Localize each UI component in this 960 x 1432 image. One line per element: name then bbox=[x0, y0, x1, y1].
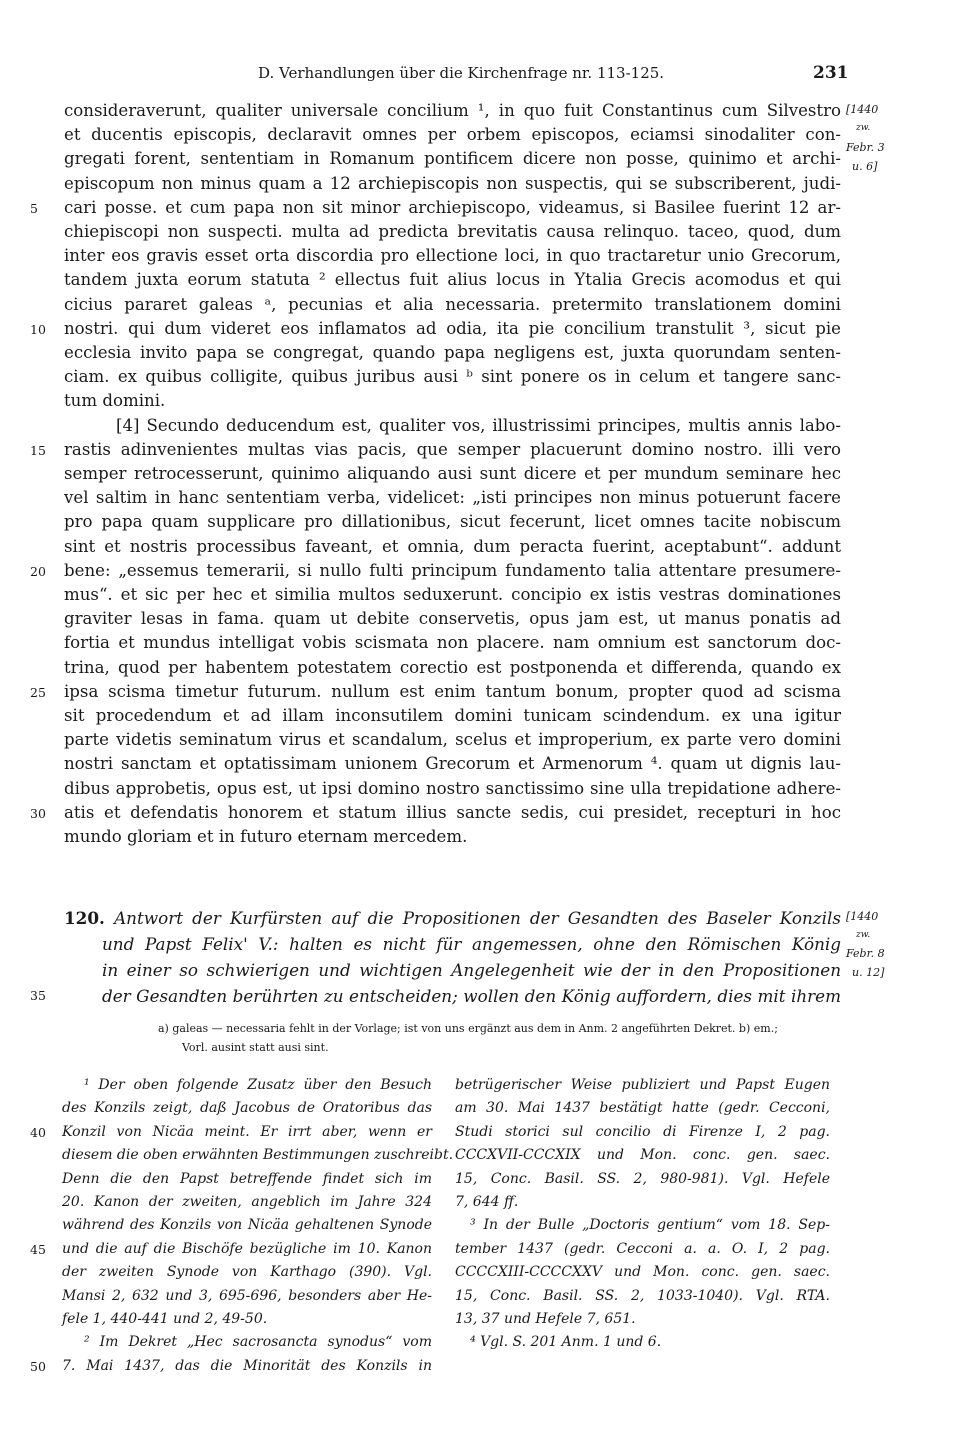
margin-date-line: zw. bbox=[856, 930, 871, 940]
body-line: nostri sanctam et optatissimam unionem Grecorum et Armenorum ⁴. quam ut dignis lau- bbox=[64, 754, 841, 774]
body-line: nostri. qui dum videret eos inflamatos ad odia, ita pie concilium transtulit ³, sicut pie bbox=[64, 318, 841, 338]
footnote-line: ³ In der Bulle „Doctoris gentium“ vom 18. Sep- bbox=[470, 1217, 830, 1234]
footnote-line: 7. Mai 1437, das die Minorität des Konzils in bbox=[62, 1357, 432, 1374]
apparatus-line: a) galeas — necessaria fehlt in der Vorlage; ist von uns ergänzt aus dem in Anm. 2 angeführten Dekret. b) em.; bbox=[158, 1022, 778, 1035]
body-line: chiepiscopi non suspecti. multa ad predicta brevitatis causa relinquo. taceo, quod, dum bbox=[64, 222, 841, 241]
body-line: et ducentis episcopis, declaravit omnes per orbem episcopos, eciamsi sinodaliter con- bbox=[64, 125, 841, 145]
footnote-line: betrügerischer Weise publiziert und Papst Eugen bbox=[455, 1077, 830, 1093]
footnote-line: CCCCXIII-CCCCXXV und Mon. conc. gen. saec. bbox=[455, 1264, 830, 1281]
margin-date-line: u. 12] bbox=[852, 966, 885, 979]
body-line: tum domini. bbox=[64, 391, 166, 411]
footnote-line: Studi storici sul concilio di Firenze I, 2 pag. bbox=[455, 1123, 830, 1140]
footnote-line: und die auf die Bischöfe bezügliche im 10. Kanon bbox=[62, 1240, 432, 1257]
margin-date-line: Febr. 3 bbox=[846, 141, 885, 154]
body-line: ciam. ex quibus colligite, quibus juribus ausi ᵇ sint ponere os in celum et tangere sanc- bbox=[64, 367, 841, 387]
line-number: 10 bbox=[30, 321, 46, 337]
body-line: ipsa scisma timetur futurum. nullum est enim tantum bonum, propter quod ad scisma bbox=[64, 681, 841, 701]
footnote-line: Denn die den Papst betreffende findet sich im bbox=[62, 1170, 432, 1187]
body-line: cicius pararet galeas ᵃ, pecunias et alia necessaria. pretermito translationem domini bbox=[64, 294, 841, 314]
body-line: bene: „essemus temerarii, si nullo fulti principum fundamento talia attentare presumere- bbox=[64, 560, 841, 580]
body-line: pro papa quam supplicare pro dillationibus, sicut fecerunt, licet omnes tacite nobiscum bbox=[64, 512, 841, 532]
body-line: cari posse. et cum papa non sit minor archiepiscopo, videamus, si Basilee fuerint 12 ar- bbox=[64, 197, 841, 217]
footnote-line: ⁴ Vgl. S. 201 Anm. 1 und 6. bbox=[470, 1334, 662, 1351]
line-number: 20 bbox=[30, 563, 46, 579]
footnote-line: fele 1, 440-441 und 2, 49-50. bbox=[62, 1311, 268, 1327]
line-number: 15 bbox=[30, 442, 46, 458]
body-line: rastis adinvenientes multas vias pacis, que semper placuerunt domino nostro. illi vero bbox=[64, 439, 841, 459]
footnote-line: 7, 644 ff. bbox=[455, 1194, 519, 1210]
footnote-line: des Konzils zeigt, daß Jacobus de Oratoribus das bbox=[62, 1100, 432, 1117]
footnote-line: diesem die oben erwähnten Bestimmungen zuschreibt. bbox=[62, 1147, 454, 1164]
line-number: 25 bbox=[30, 684, 46, 700]
running-title: D. Verhandlungen über die Kirchenfrage nr. 113-125. bbox=[258, 64, 665, 82]
margin-date-line: Febr. 8 bbox=[846, 947, 885, 960]
body-line: parte videtis seminatum virus et scandalum, scelus et improperium, ex parte vero domini bbox=[64, 730, 841, 750]
footnote-line: ¹ Der oben folgende Zusatz über den Besuch bbox=[84, 1077, 432, 1093]
margin-date-line: zw. bbox=[856, 123, 871, 133]
line-number: 50 bbox=[30, 1358, 46, 1374]
body-line: sit procedendum et ad illam inconsutilem domini tunicam scindendum. ex una igitur bbox=[64, 706, 841, 725]
document-heading-line: und Papst Felix' V.: halten es nicht für angemessen, ohne den Römischen König bbox=[102, 934, 841, 954]
line-number: 40 bbox=[30, 1124, 46, 1140]
line-number: 30 bbox=[30, 805, 46, 821]
footnote-line: CCCXVII-CCCXIX und Mon. conc. gen. saec. bbox=[455, 1147, 830, 1164]
footnote-line: Konzil von Nicäa meint. Er irrt aber, wenn er bbox=[62, 1123, 432, 1140]
footnote-line: während des Konzils von Nicäa gehaltenen Synode bbox=[62, 1217, 432, 1234]
page-number: 231 bbox=[813, 63, 849, 83]
line-number: 35 bbox=[30, 988, 46, 1003]
body-line: atis et defendatis honorem et statum illius sancte sedis, cui presidet, recepturi in hoc bbox=[64, 802, 841, 822]
document-heading-line bbox=[64, 906, 841, 931]
margin-date-line: [1440 bbox=[846, 910, 879, 923]
body-line: dibus approbetis, opus est, ut ipsi domino nostro sanctissimo sine ulla trepidatione adhere- bbox=[64, 778, 841, 798]
document-heading-line: in einer so schwierigen und wichtigen Angelegenheit wie der in den Propositionen bbox=[102, 960, 841, 980]
footnote-line: der zweiten Synode von Karthago (390). Vgl. bbox=[62, 1264, 432, 1281]
document-heading-text: Antwort der Kurfürsten auf die Propositionen der Gesandten des Baseler Konzils bbox=[114, 908, 841, 928]
body-line: episcopum non minus quam a 12 archiepiscopis non suspectis, qui se subscriberent, judi- bbox=[64, 173, 841, 193]
footnote-line: 15, Conc. Basil. SS. 2, 980-981). Vgl. Hefele bbox=[455, 1170, 830, 1187]
body-line: graviter lesas in fama. quam ut debite conservetis, opus jam est, ut manus ponatis ad bbox=[64, 609, 841, 629]
margin-date-line: [1440 bbox=[846, 103, 879, 116]
document-heading-line: der Gesandten berührten zu entscheiden; wollen den König auffordern, dies mit ihrem bbox=[102, 986, 841, 1006]
footnote-line: 13, 37 und Hefele 7, 651. bbox=[455, 1311, 636, 1327]
line-number: 45 bbox=[30, 1241, 46, 1257]
line-number: 5 bbox=[30, 200, 38, 216]
body-line: [4] Secundo deducendum est, qualiter vos, illustrissimi principes, multis annis labo- bbox=[116, 415, 841, 435]
body-line: inter eos gravis esset orta discordia pro ellectione loci, in quo tractaretur unio Grecorum, bbox=[64, 246, 841, 266]
footnote-line: Mansi 2, 632 und 3, 695-696, besonders aber He- bbox=[62, 1287, 432, 1304]
footnote-line: tember 1437 (gedr. Cecconi a. a. O. I, 2 pag. bbox=[455, 1240, 830, 1257]
body-line: mundo gloriam et in futuro eternam mercedem. bbox=[64, 827, 468, 846]
footnote-line: 15, Conc. Basil. SS. 2, 1033-1040). Vgl. RTA. bbox=[455, 1287, 830, 1304]
body-line: trina, quod per habentem potestatem corectio est postponenda et differenda, quando ex bbox=[64, 657, 841, 677]
body-line: fortia et mundus intelligat vobis scismata non placere. nam omnium est sanctorum doc- bbox=[64, 633, 841, 653]
body-line: consideraverunt, qualiter universale concilium ¹, in quo fuit Constantinus cum Silvestro bbox=[64, 101, 841, 120]
body-line: sint et nostris processibus faveant, et omnia, dum peracta fuerint, aceptabunt“. addunt bbox=[64, 536, 841, 556]
body-line: tandem juxta eorum statuta ² ellectus fuit alius locus in Ytalia Grecis acomodus et qui bbox=[64, 270, 841, 290]
body-line: mus“. et sic per hec et similia multos seduxerunt. concipio ex istis vestras dominationes bbox=[64, 585, 841, 604]
apparatus-line: Vorl. ausint statt ausi sint. bbox=[182, 1041, 329, 1054]
document-number: 120. bbox=[64, 908, 105, 928]
footnote-line: ² Im Dekret „Hec sacrosancta synodus“ vom bbox=[84, 1334, 432, 1351]
body-line: semper retrocesserunt, quinimo aliquando ausi sunt dicere et per mundum seminare hec bbox=[64, 464, 841, 483]
body-line: ecclesia invito papa se congregat, quando papa negligens est, juxta quorundam senten- bbox=[64, 343, 841, 362]
margin-date-line: u. 6] bbox=[852, 160, 878, 173]
footnote-line: 20. Kanon der zweiten, angeblich im Jahre 324 bbox=[62, 1194, 432, 1210]
body-line: vel saltim in hanc sententiam verba, videlicet: „isti principes non minus potuerunt facere bbox=[64, 488, 841, 508]
footnote-line: am 30. Mai 1437 bestätigt hatte (gedr. Cecconi, bbox=[455, 1100, 830, 1117]
body-line: gregati forent, sententiam in Romanum pontificem dicere non posse, quinimo et archi- bbox=[64, 149, 841, 169]
